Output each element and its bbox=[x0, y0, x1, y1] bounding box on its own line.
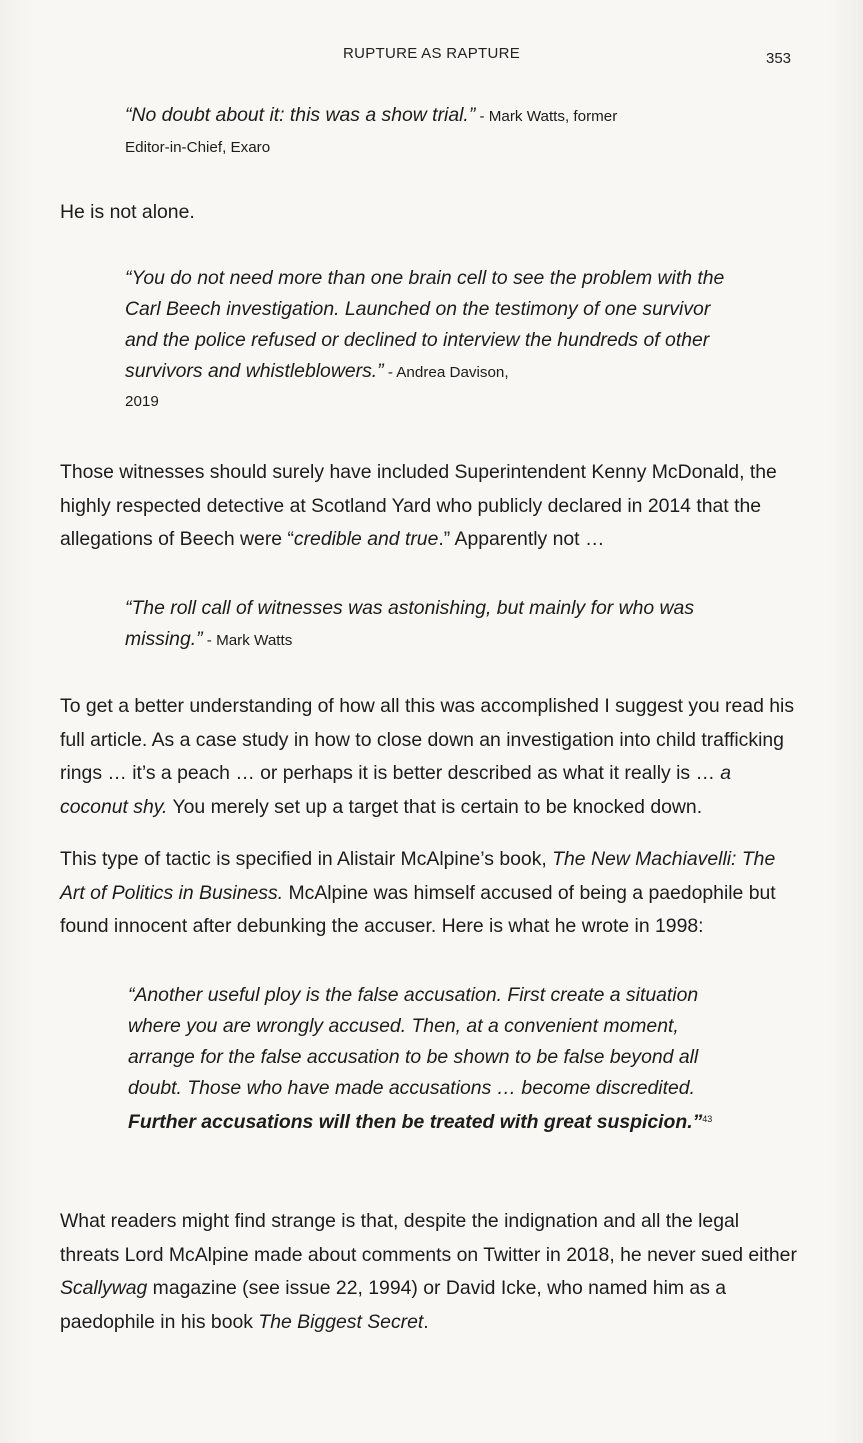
paragraph-tactic bbox=[60, 843, 800, 944]
blockquote-false-accusation bbox=[128, 980, 728, 1138]
quote-attribution-role: Editor-in-Chief, Exaro bbox=[125, 139, 271, 156]
magazine-title-scallywag: Scallywag bbox=[60, 1277, 148, 1299]
quote-attribution: - Mark Watts, former bbox=[475, 108, 618, 125]
paragraph-witnesses bbox=[60, 456, 800, 557]
paragraph-text: What readers might find strange is that, despite the indignation and all the legal threats Lord McAlpine made about comments on Twitter in 2018, he never sued either bbox=[60, 1210, 797, 1266]
book-title-biggest-secret: The Biggest Secret bbox=[258, 1310, 424, 1333]
paragraph-text: . bbox=[423, 1310, 429, 1333]
running-header-title: RUPTURE AS RAPTURE bbox=[342, 45, 521, 62]
quote-text: “Another useful ploy is the false accusation. First create a situation where you are wrongly accused. Then, at a convenient moment, arrange for the false accusation to be shown to be false beyond all doubt. Those who have made accusations … become discredited. bbox=[128, 984, 699, 1099]
paragraph-not-alone: He is not alone. bbox=[60, 201, 195, 223]
paragraph-text: .” Apparently not … bbox=[438, 528, 605, 550]
paragraph-text: magazine (see issue 22, 1994) or David Icke, who named him as a paedophile in his book bbox=[60, 1277, 727, 1333]
quote-text: “You do not need more than one brain cell to see the problem with the Carl Beech investigation. Launched on the testimony of one survivor and the police refused or declined to interview the hundreds of other survivors and whistleblowers.” bbox=[125, 267, 725, 382]
footnote-reference: 43 bbox=[702, 1114, 713, 1124]
emphasis-credible-and-true: credible and true bbox=[293, 528, 439, 550]
paragraph-full-article bbox=[60, 690, 800, 824]
emphasis-coconut-shy: a coconut shy. bbox=[60, 762, 732, 818]
page-number: 353 bbox=[766, 50, 792, 67]
paragraph-text: Those witnesses should surely have included Superintendent Kenny McDonald, the highly respected detective at Scotland Yard who publicly declared in 2014 that the allegations of Beech were “ bbox=[60, 461, 777, 550]
paragraph-text: You merely set up a target that is certain to be knocked down. bbox=[167, 795, 703, 818]
paragraph-text: McAlpine was himself accused of being a paedophile but found innocent after debunking the accuser. Here is what he wrote in 1998: bbox=[60, 881, 776, 937]
book-title-new-machiavelli: The New Machiavelli: The Art of Politics in Business. bbox=[60, 848, 776, 904]
quote-bold-text: Further accusations will then be treated with great suspicion.” bbox=[128, 1111, 703, 1133]
paragraph-text: To get a better understanding of how all this was accomplished I suggest you read his full article. As a case study in how to close down an investigation into child trafficking rings … it’s a peach … or perhaps it is better described as what it really is … bbox=[60, 695, 795, 784]
quote-attribution: - Mark Watts bbox=[202, 632, 293, 649]
quote-attribution-year: 2019 bbox=[125, 393, 159, 410]
blockquote-roll-call bbox=[125, 593, 725, 656]
quote-text: “The roll call of witnesses was astonishing, but mainly for who was missing.” bbox=[125, 597, 695, 650]
quote-attribution: - Andrea Davison, bbox=[383, 364, 509, 381]
blockquote-show-trial bbox=[125, 98, 745, 162]
quote-text: “No doubt about it: this was a show trial.” bbox=[125, 104, 476, 126]
paragraph-readers bbox=[60, 1205, 800, 1339]
paragraph-text: This type of tactic is specified in Alistair McAlpine’s book, bbox=[60, 848, 553, 870]
blockquote-brain-cell bbox=[125, 263, 725, 416]
